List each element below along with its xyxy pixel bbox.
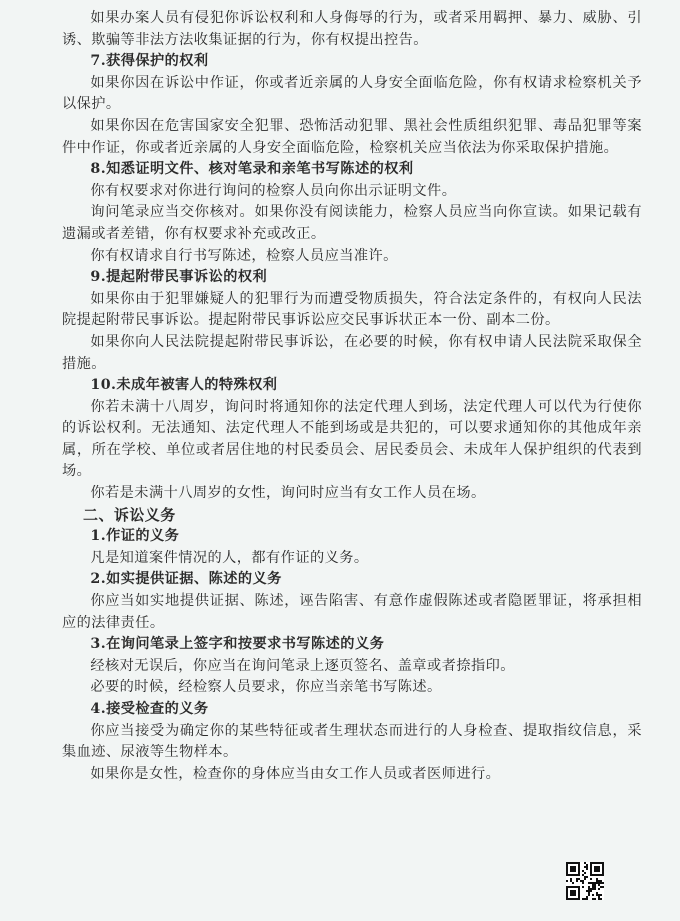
paragraph: 如果你因在危害国家安全犯罪、恐怖活动犯罪、黑社会性质组织犯罪、毒品犯罪等案件中作证，你或者近亲属的人身安全面临危险，检察机关应当依法为你采取保护措施。 bbox=[62, 117, 642, 156]
paragraph: 经核对无误后，你应当在询问笔录上逐页签名、盖章或者捺指印。 bbox=[90, 657, 515, 674]
subheading: 4.接受检查的义务 bbox=[90, 701, 209, 717]
subheading: 1.作证的义务 bbox=[90, 528, 180, 545]
section-heading: 二、诉讼义务 bbox=[83, 505, 176, 524]
document-text bbox=[62, 8, 642, 785]
paragraph: 你若是未满十八周岁的女性，询问时应当有女工作人员在场。 bbox=[90, 485, 486, 502]
paragraph: 如果你因在诉讼中作证，你或者近亲属的人身安全面临危险，你有权请求检察机关予以保护。 bbox=[62, 74, 642, 113]
subheading: 9.提起附带民事诉讼的权利 bbox=[90, 269, 268, 286]
paragraph: 你应当接受为确定你的某些特征或者生理状态而进行的人身检查、提取指纹信息，采集血迹、尿液等生物样本。 bbox=[62, 722, 642, 761]
paragraph: 你应当如实地提供证据、陈述，诬告陷害、有意作虚假陈述或者隐匿罪证，将承担相应的法律责任。 bbox=[62, 593, 642, 631]
paragraph: 你若未满十八周岁，询问时将通知你的法定代理人到场，法定代理人可以代为行使你的诉讼权利。无法通知、法定代理人不能到场或是共犯的，可以要求通知你的其他成年亲属，所在学校、单位或者居住地的村民委员会、居民委员会、未成年人保护组织的代表到场。 bbox=[62, 398, 642, 480]
paragraph: 必要的时候，经检察人员要求，你应当亲笔书写陈述。 bbox=[90, 679, 442, 696]
paragraph: 凡是知道案件情况的人，都有作证的义务。 bbox=[90, 549, 369, 566]
subheading: 8.知悉证明文件、核对笔录和亲笔书写陈述的权利 bbox=[90, 161, 414, 178]
subheading: 2.如实提供证据、陈述的义务 bbox=[90, 571, 282, 588]
qr-code-icon bbox=[566, 862, 604, 900]
subheading: 7.获得保护的权利 bbox=[90, 53, 209, 70]
paragraph: 你有权要求对你进行询问的检察人员向你出示证明文件。 bbox=[90, 182, 457, 199]
subheading: 3.在询问笔录上签字和按要求书写陈述的义务 bbox=[90, 636, 385, 653]
paragraph: 如果你是女性，检查你的身体应当由女工作人员或者医师进行。 bbox=[90, 765, 501, 782]
paragraph: 你有权请求自行书写陈述，检察人员应当准许。 bbox=[90, 247, 398, 264]
paragraph: 如果办案人员有侵犯你诉讼权利和人身侮辱的行为，或者采用羁押、暴力、威胁、引诱、欺骗等非法方法收集证据的行为，你有权提出控告。 bbox=[62, 10, 642, 48]
paragraph: 如果你由于犯罪嫌疑人的犯罪行为而遭受物质损失，符合法定条件的，有权向人民法院提起附带民事诉讼。提起附带民事诉讼应交民事诉状正本一份、副本二份。 bbox=[62, 290, 642, 329]
qr-code-graphic bbox=[566, 862, 604, 900]
paragraph: 询问笔录应当交你核对。如果你没有阅读能力，检察人员应当向你宣读。如果记载有遗漏或者差错，你有权要求补充或改正。 bbox=[62, 204, 642, 242]
subheading: 10.未成年被害人的特殊权利 bbox=[90, 377, 278, 394]
paragraph: 如果你向人民法院提起附带民事诉讼，在必要的时候，你有权申请人民法院采取保全措施。 bbox=[62, 333, 642, 372]
